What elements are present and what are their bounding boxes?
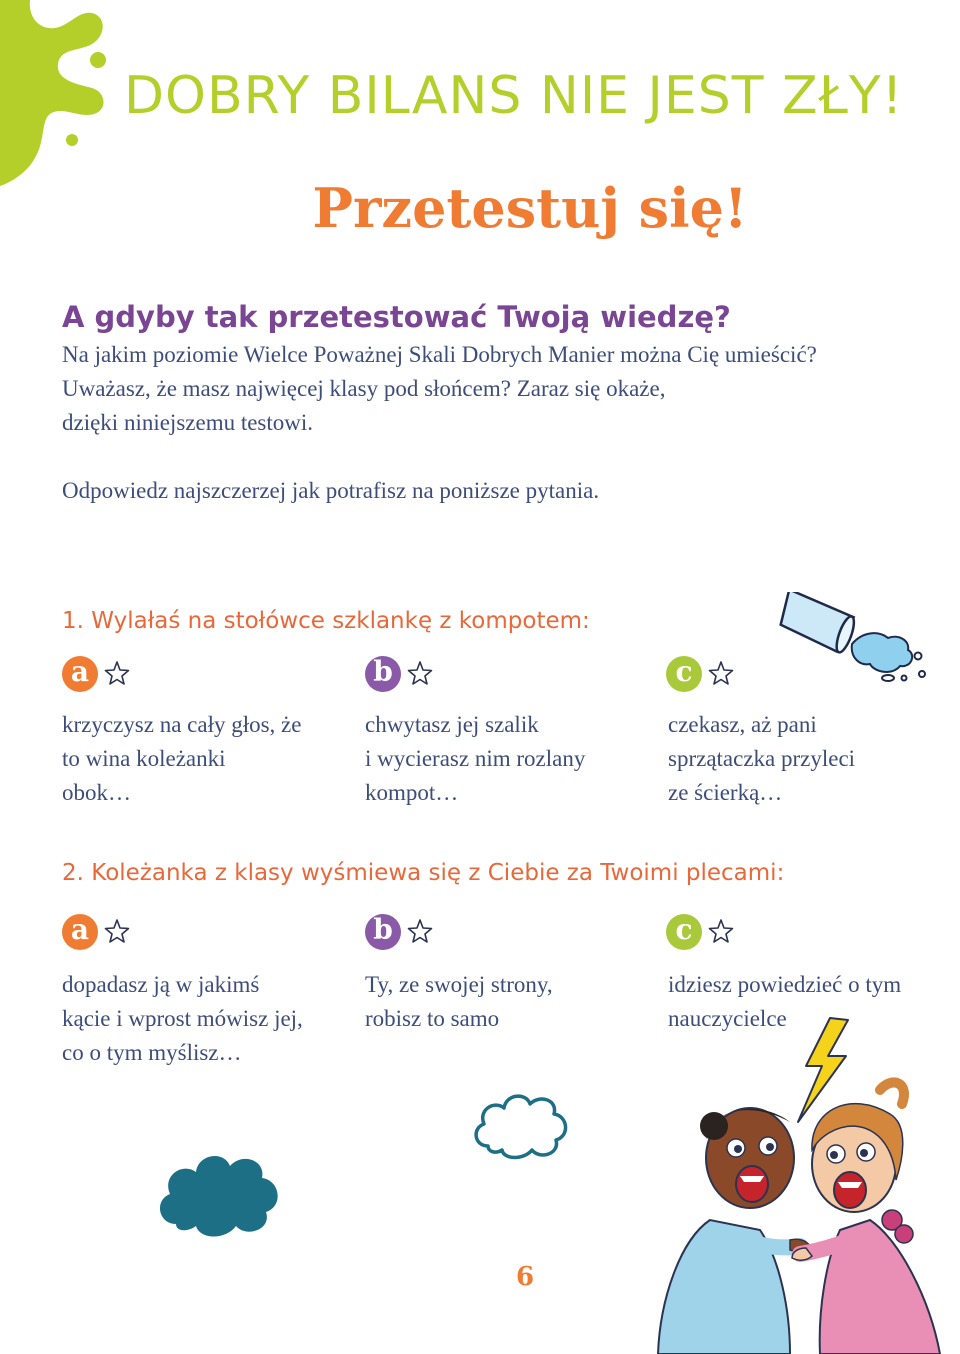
intro-line: Uważasz, że masz najwięcej klasy pod słońcem? Zaraz się okaże, [62,376,666,401]
intro-instruction: Odpowiedz najszczerzej jak potrafisz na poniższe pytania. [62,478,600,503]
cloud-outline [468,1084,578,1164]
star-icon[interactable] [708,918,734,944]
option-letter-a: a [62,656,98,692]
star-icon[interactable] [104,660,130,686]
answer-text: chwytasz jej szalik i wycierasz nim rozlany kompot… [365,712,586,805]
arguing-girls-illustration [640,1070,960,1354]
option-letter-c: c [666,914,702,950]
option-letter-c: c [666,656,702,692]
answer-text: Ty, ze swojej strony, robisz to samo [365,972,553,1031]
star-icon[interactable] [407,660,433,686]
intro-line: dzięki niniejszemu testowi. [62,410,314,435]
page-title: DOBRY BILANS NIE JEST ZŁY! [124,66,904,126]
option-letter-b: b [365,656,401,692]
answer-text: krzyczysz na cały głos, że to wina koleżanki obok… [62,712,302,805]
splash-decoration [0,0,110,190]
page-subtitle: Przetestuj się! [312,176,748,240]
intro-line: Na jakim poziomie Wielce Poważnej Skali Dobrych Manier można Cię umieścić? [62,342,817,367]
answer-text: dopadasz ją w jakimś kącie i wprost mówisz jej, co o tym myślisz… [62,972,303,1065]
option-letter-a: a [62,914,98,950]
cloud-filled [152,1140,292,1245]
intro-heading: A gdyby tak przetestować Twoją wiedzę? [62,300,731,334]
option-letter-b: b [365,914,401,950]
spilled-glass-illustration [770,592,930,692]
question-1-title: 1. Wylałaś na stołówce szklankę z kompotem: [62,608,590,634]
question-2-title: 2. Koleżanka z klasy wyśmiewa się z Ciebie za Twoimi plecami: [62,860,785,886]
star-icon[interactable] [407,918,433,944]
star-icon[interactable] [104,918,130,944]
star-icon[interactable] [708,660,734,686]
answer-text: idziesz powiedzieć o tym nauczycielce [668,972,902,1031]
page-number: 6 [515,1262,535,1292]
answer-text: czekasz, aż pani sprzątaczka przyleci ze ścierką… [668,712,856,805]
